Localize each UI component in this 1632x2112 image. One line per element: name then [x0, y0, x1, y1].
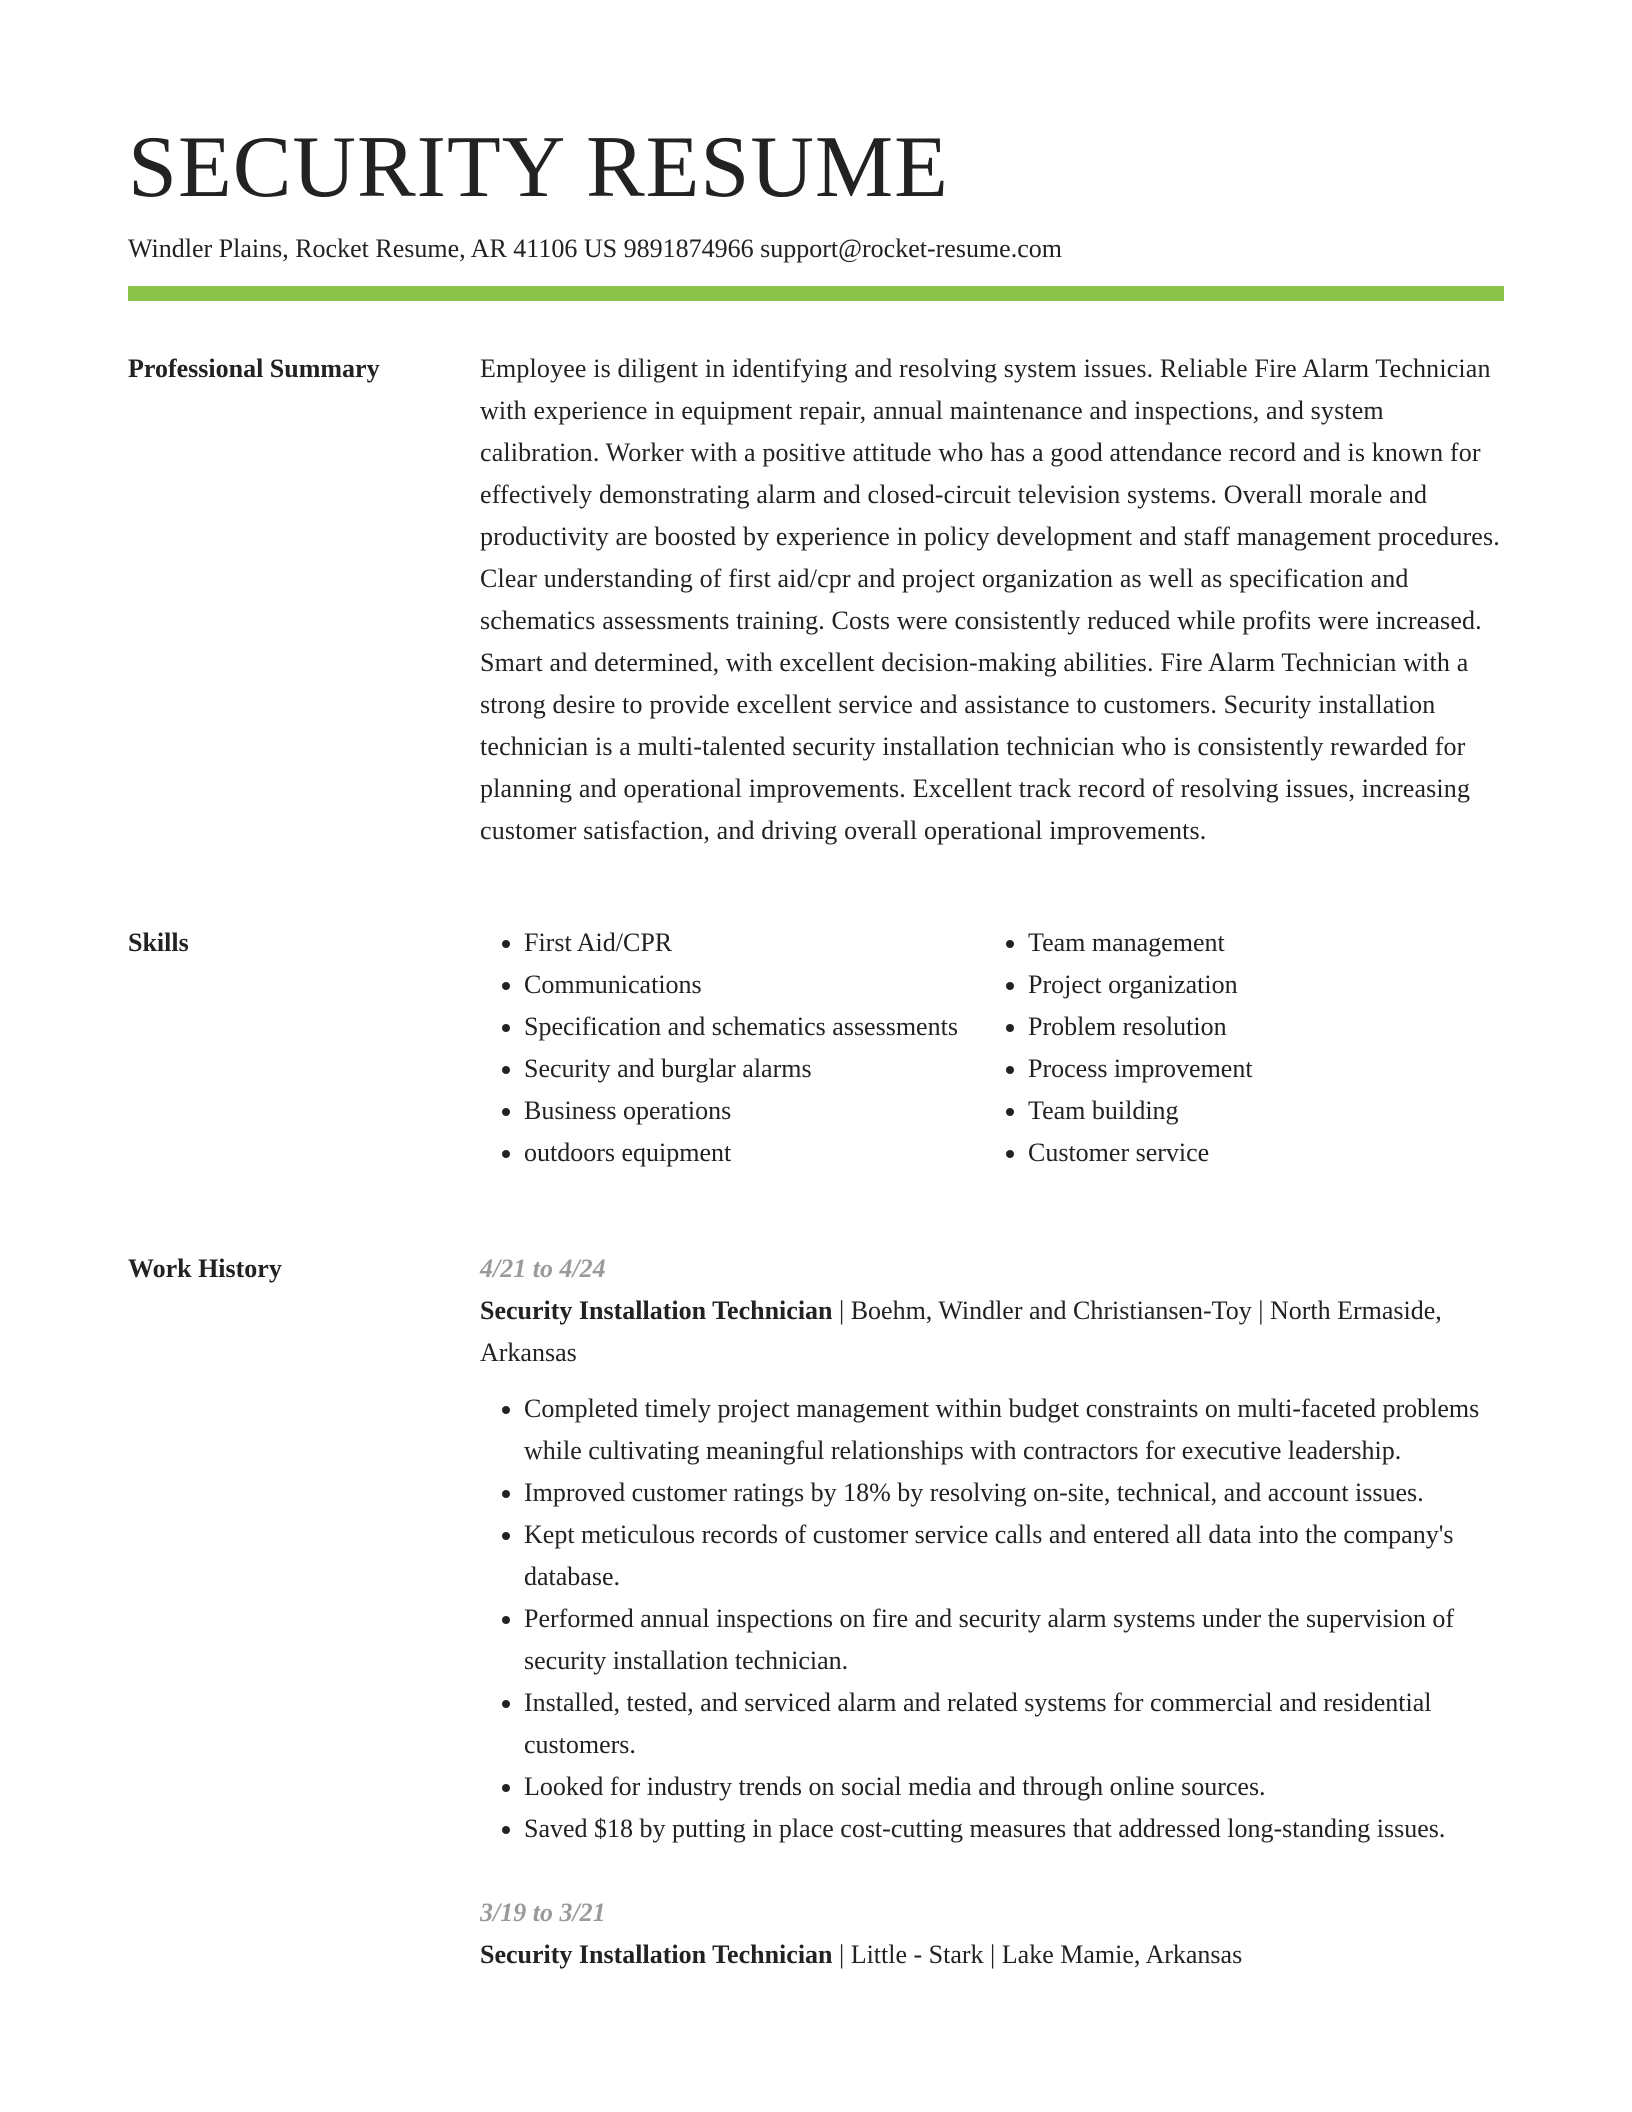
skill-item: • Team building — [1028, 1090, 1488, 1132]
job-bullet: • Improved customer ratings by 18% by resolving on-site, technical, and account issues. — [524, 1472, 1504, 1514]
job-entry — [480, 1248, 1504, 1850]
skill-item: • Specification and schematics assessments — [524, 1006, 984, 1048]
summary-heading: Professional Summary — [128, 354, 380, 383]
job-bullet: • Installed, tested, and serviced alarm and related systems for commercial and residential customers. — [524, 1682, 1504, 1766]
job-title: Security Installation Technician — [480, 1296, 833, 1325]
job-details: | Little - Stark | Lake Mamie, Arkansas — [832, 1940, 1243, 1969]
job-bullet: • Kept meticulous records of customer service calls and entered all data into the company's database. — [524, 1514, 1504, 1598]
summary-text: Employee is diligent in identifying and resolving system issues. Reliable Fire Alarm Technician with experience in equipment repair, annual maintenance and inspections, and system calibration. Worker with a positive attitude who has a good attendance record and is known for effectively demonstrating alarm and closed-circuit television systems. Overall morale and productivity are boosted by experience in policy development and staff management procedures. Clear understanding of first aid/cpr and project organization as well as specification and schematics assessments training. Costs were consistently reduced while profits were increased. Smart and determined, with excellent decision-making abilities. Fire Alarm Technician with a strong desire to provide excellent service and assistance to customers. Security installation technician is a multi-talented security installation technician who is consistently rewarded for planning and operational improvements. Excellent track record of resolving issues, increasing customer satisfaction, and driving overall operational improvements. — [480, 354, 1500, 845]
work-history-body — [480, 1248, 1504, 1976]
skills-columns — [480, 922, 1504, 1174]
header-divider — [128, 286, 1504, 301]
summary-body — [480, 348, 1504, 852]
job-header — [480, 1934, 1504, 1976]
skills-list-left — [480, 922, 984, 1174]
job-title: Security Installation Technician — [480, 1940, 833, 1969]
contact-line: Windler Plains, Rocket Resume, AR 41106 US 9891874966 support@rocket-resume.com — [128, 234, 1062, 263]
skill-item: • Security and burglar alarms — [524, 1048, 984, 1090]
job-entry — [480, 1892, 1504, 1976]
skill-item: • Project organization — [1028, 964, 1488, 1006]
skill-item: • First Aid/CPR — [524, 922, 984, 964]
skill-item: • Problem resolution — [1028, 1006, 1488, 1048]
skills-heading: Skills — [128, 928, 189, 957]
skill-item: • Customer service — [1028, 1132, 1488, 1174]
work-history-heading: Work History — [128, 1254, 282, 1283]
skill-item: • outdoors equipment — [524, 1132, 984, 1174]
skill-item: • Process improvement — [1028, 1048, 1488, 1090]
job-header — [480, 1290, 1504, 1374]
skills-body — [480, 922, 1504, 1174]
skill-item: • Business operations — [524, 1090, 984, 1132]
resume-title: SECURITY RESUME — [128, 119, 949, 216]
job-dates: 3/19 to 3/21 — [480, 1898, 606, 1927]
job-bullet: • Looked for industry trends on social media and through online sources. — [524, 1766, 1504, 1808]
job-dates: 4/21 to 4/24 — [480, 1254, 606, 1283]
job-bullet: • Completed timely project management within budget constraints on multi-faceted problems while cultivating meaningful relationships with contractors for executive leadership. — [524, 1388, 1504, 1472]
job-bullet: • Performed annual inspections on fire and security alarm systems under the supervision of security installation technician. — [524, 1598, 1504, 1682]
skill-item: • Team management — [1028, 922, 1488, 964]
skills-list-right — [984, 922, 1488, 1174]
skill-item: • Communications — [524, 964, 984, 1006]
job-bullet: • Saved $18 by putting in place cost-cutting measures that addressed long-standing issues. — [524, 1808, 1504, 1850]
job-bullets — [480, 1388, 1504, 1850]
job-details: | Boehm, Windler and Christiansen-Toy | North Ermaside, Arkansas — [480, 1296, 1442, 1367]
